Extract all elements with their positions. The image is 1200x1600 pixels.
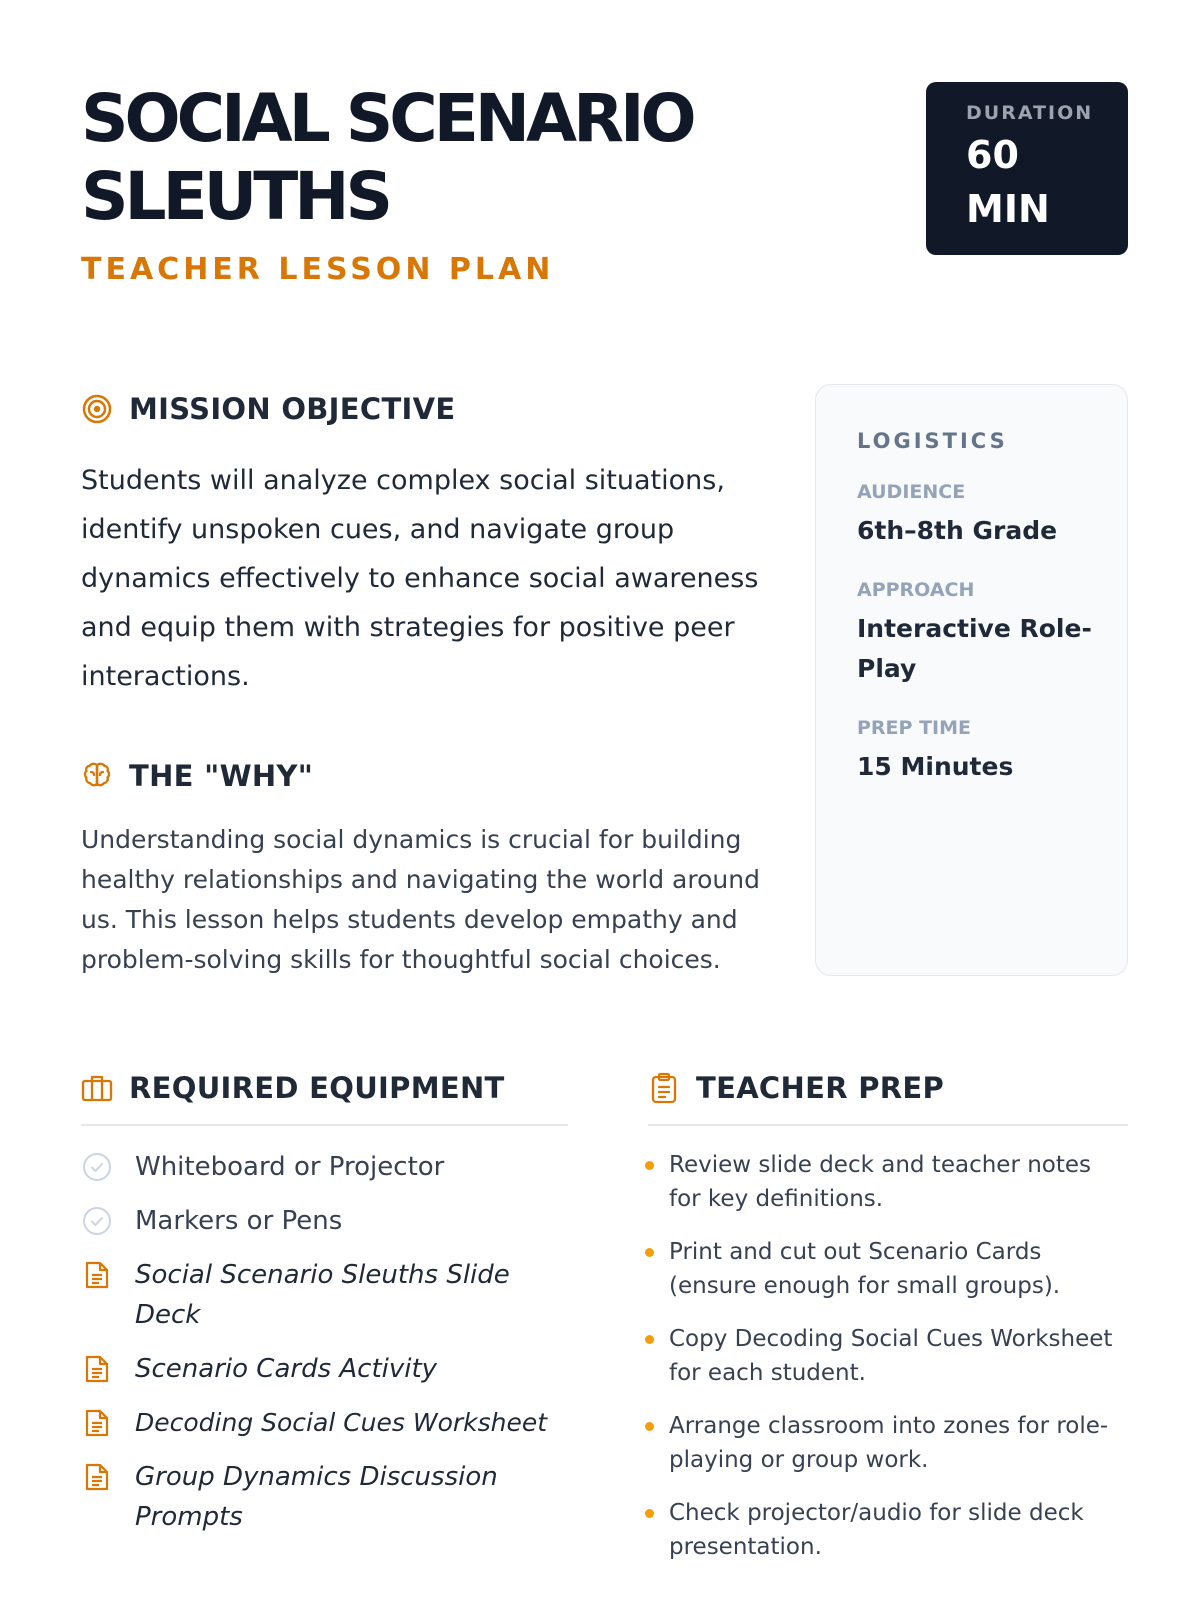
approach-value: Interactive Role-Play xyxy=(857,614,1092,683)
audience-label: AUDIENCE xyxy=(857,481,966,503)
equipment-list xyxy=(81,1147,571,1551)
duration-unit: MIN xyxy=(966,187,1050,231)
list-item xyxy=(81,1201,571,1241)
equipment-heading: REQUIRED EQUIPMENT xyxy=(129,1071,505,1105)
list-item xyxy=(81,1349,571,1389)
title-line-2: SLEUTHS xyxy=(81,158,390,235)
prep-list xyxy=(645,1148,1125,1583)
page-subtitle: TEACHER LESSON PLAN xyxy=(81,252,555,287)
prep-divider xyxy=(648,1124,1128,1126)
objective-text: Students will analyze complex social situations, identify unspoken cues, and navigate group dynamics effectively to enhance social awareness and equip them with strategies for positive peer interactions. xyxy=(81,465,759,692)
brain-icon xyxy=(81,760,113,792)
list-item: Print and cut out Scenario Cards (ensure enough for small groups). xyxy=(645,1235,1125,1303)
target-icon xyxy=(81,393,113,425)
why-text: Understanding social dynamics is crucial for building healthy relationships and navigating the world around us. This lesson helps students develop empathy and problem-solving skills for thoughtful social choices. xyxy=(81,825,760,974)
prep-time-label: PREP TIME xyxy=(857,717,971,739)
briefcase-icon xyxy=(81,1072,113,1104)
equipment-divider xyxy=(81,1124,568,1126)
check-circle-icon xyxy=(81,1151,113,1183)
why-heading-row xyxy=(81,759,313,793)
logistics-card xyxy=(815,384,1128,976)
page-title xyxy=(81,80,841,236)
equipment-item-label: Decoding Social Cues Worksheet xyxy=(135,1408,548,1437)
list-item xyxy=(81,1255,571,1335)
approach-label: APPROACH xyxy=(857,579,975,601)
duration-value xyxy=(966,128,1110,236)
duration-badge xyxy=(926,82,1128,255)
document-icon xyxy=(81,1353,113,1385)
list-item xyxy=(81,1403,571,1443)
audience-value: 6th–8th Grade xyxy=(857,516,1058,545)
check-circle-icon xyxy=(81,1205,113,1237)
list-item: Review slide deck and teacher notes for key definitions. xyxy=(645,1148,1125,1216)
list-item xyxy=(81,1457,571,1537)
equipment-item-label: Markers or Pens xyxy=(135,1206,343,1236)
equipment-item-label: Whiteboard or Projector xyxy=(135,1152,445,1182)
duration-number: 60 xyxy=(966,133,1019,177)
document-icon xyxy=(81,1461,113,1493)
prep-heading-row xyxy=(648,1071,944,1105)
duration-label: DURATION xyxy=(966,102,1094,124)
why-heading: THE "WHY" xyxy=(129,759,314,793)
page-header xyxy=(81,80,841,287)
equipment-item-label: Scenario Cards Activity xyxy=(135,1354,438,1384)
list-item: Arrange classroom into zones for role-playing or group work. xyxy=(645,1409,1125,1477)
title-line-1: SOCIAL SCENARIO xyxy=(81,80,693,157)
clipboard-icon xyxy=(648,1072,680,1104)
list-item xyxy=(81,1147,571,1187)
document-icon xyxy=(81,1259,113,1291)
list-item: Check projector/audio for slide deck presentation. xyxy=(645,1496,1125,1564)
list-item: Copy Decoding Social Cues Worksheet for each student. xyxy=(645,1322,1125,1390)
prep-time-value: 15 Minutes xyxy=(857,752,1014,781)
equipment-item-label: Group Dynamics Discussion Prompts xyxy=(135,1462,498,1532)
objective-heading: MISSION OBJECTIVE xyxy=(129,392,456,426)
equipment-item-label: Social Scenario Sleuths Slide Deck xyxy=(135,1260,510,1330)
equipment-heading-row xyxy=(81,1071,505,1105)
logistics-caption: LOGISTICS xyxy=(857,429,1008,453)
objective-heading-row xyxy=(81,392,456,426)
prep-heading: TEACHER PREP xyxy=(696,1071,945,1105)
document-icon xyxy=(81,1407,113,1439)
